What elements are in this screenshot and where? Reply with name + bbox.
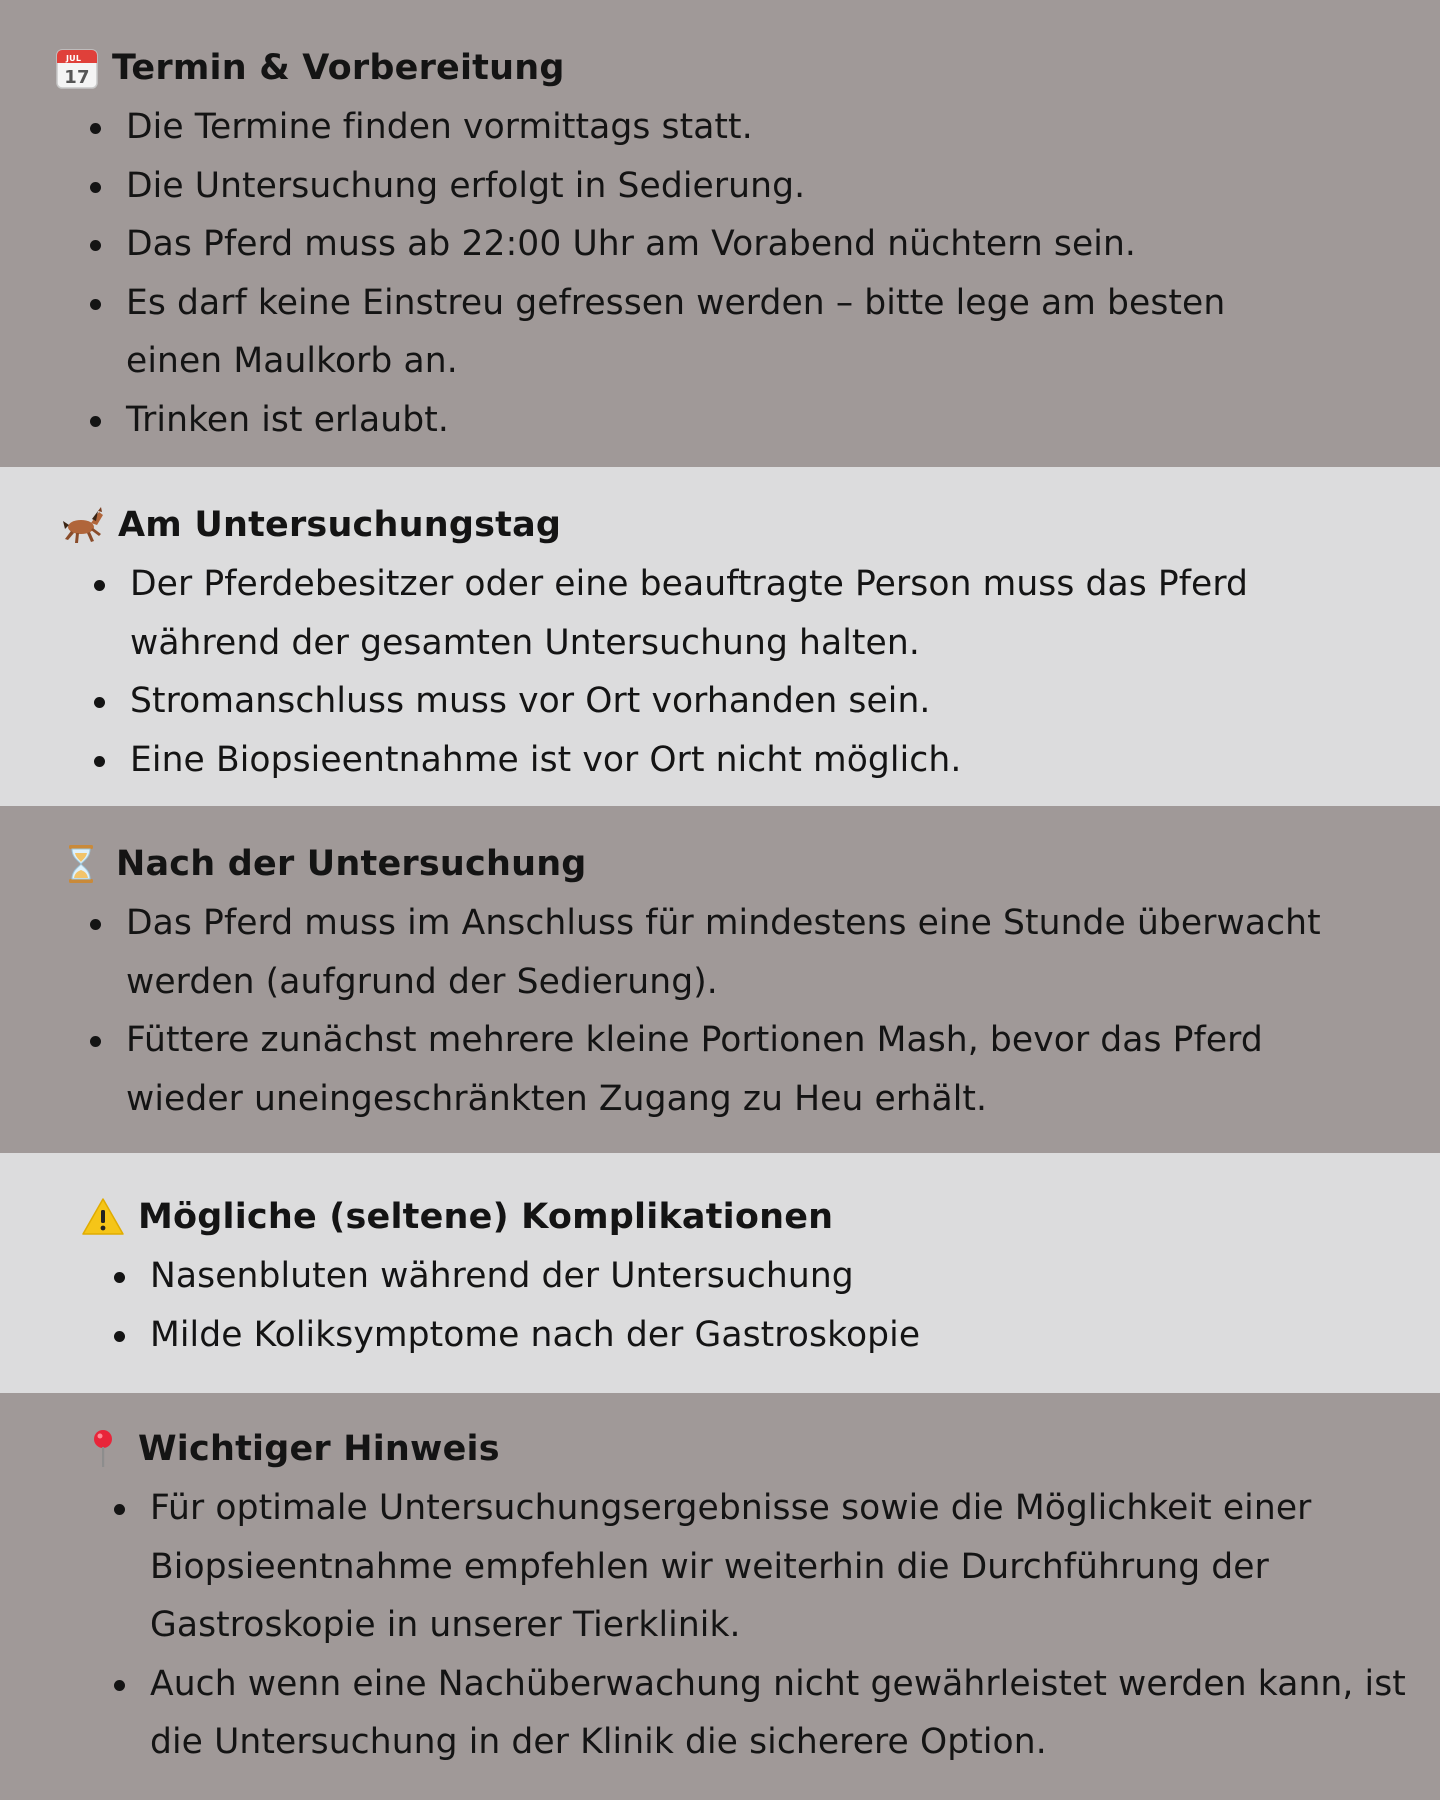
section-title: Termin & Vorbereitung [112,48,565,88]
bullet-list [80,1247,1440,1364]
list-item: Der Pferdebesitzer oder eine beauftragte Person muss das Pferd während der gesamten Untersuchung halten. [130,555,1300,672]
list-item: Auch wenn eine Nachüberwachung nicht gewährleistet werden kann, ist die Untersuchung in der Klinik die sicherere Option. [150,1655,1440,1772]
list-item: Das Pferd muss ab 22:00 Uhr am Vorabend nüchtern sein. [126,215,1256,274]
bullet-list [54,98,1440,450]
list-item: Das Pferd muss im Anschluss für mindestens eine Stunde überwacht werden (aufgrund der Sedierung). [126,894,1356,1011]
section-termin-vorbereitung [0,0,1440,467]
list-item: Die Termine finden vormittags statt. [126,98,1256,157]
horse-icon [60,502,106,548]
section-wichtiger-hinweis [0,1393,1440,1800]
section-heading [58,836,1440,892]
list-item: Nasenbluten während der Untersuchung [150,1247,1320,1306]
section-heading [60,497,1440,553]
section-title: Am Untersuchungstag [118,505,562,545]
section-komplikationen [0,1153,1440,1393]
list-item: Die Untersuchung erfolgt in Sedierung. [126,157,1256,216]
section-title: Wichtiger Hinweis [138,1429,500,1469]
calendar-icon [54,45,100,91]
list-item: Milde Koliksymptome nach der Gastroskopie [150,1306,1320,1365]
list-item: Trinken ist erlaubt. [126,391,1256,450]
bullet-list [80,1479,1440,1772]
list-item: Stromanschluss muss vor Ort vorhanden sein. [130,672,1300,731]
bullet-list [60,555,1440,789]
section-title: Nach der Untersuchung [116,844,587,884]
list-item: Füttere zunächst mehrere kleine Portionen Mash, bevor das Pferd wieder uneingeschränkten Zugang zu Heu erhält. [126,1011,1356,1128]
calendar-month: JUL [66,54,82,63]
warning-icon [80,1194,126,1240]
section-heading [80,1421,1440,1477]
hourglass-icon [58,841,104,887]
list-item: Es darf keine Einstreu gefressen werden – bitte lege am besten einen Maulkorb an. [126,274,1256,391]
section-title: Mögliche (seltene) Komplikationen [138,1197,834,1237]
calendar-day: 17 [64,67,90,88]
bullet-list [58,894,1440,1128]
section-am-untersuchungstag [0,467,1440,806]
section-heading [80,1189,1440,1245]
list-item: Eine Biopsieentnahme ist vor Ort nicht möglich. [130,731,1300,790]
list-item: Für optimale Untersuchungsergebnisse sowie die Möglichkeit einer Biopsieentnahme empfehlen wir weiterhin die Durchführung der Gastroskopie in unserer Tierklinik. [150,1479,1440,1655]
section-nach-der-untersuchung [0,806,1440,1153]
section-heading [54,40,1440,96]
pushpin-icon [80,1426,126,1472]
